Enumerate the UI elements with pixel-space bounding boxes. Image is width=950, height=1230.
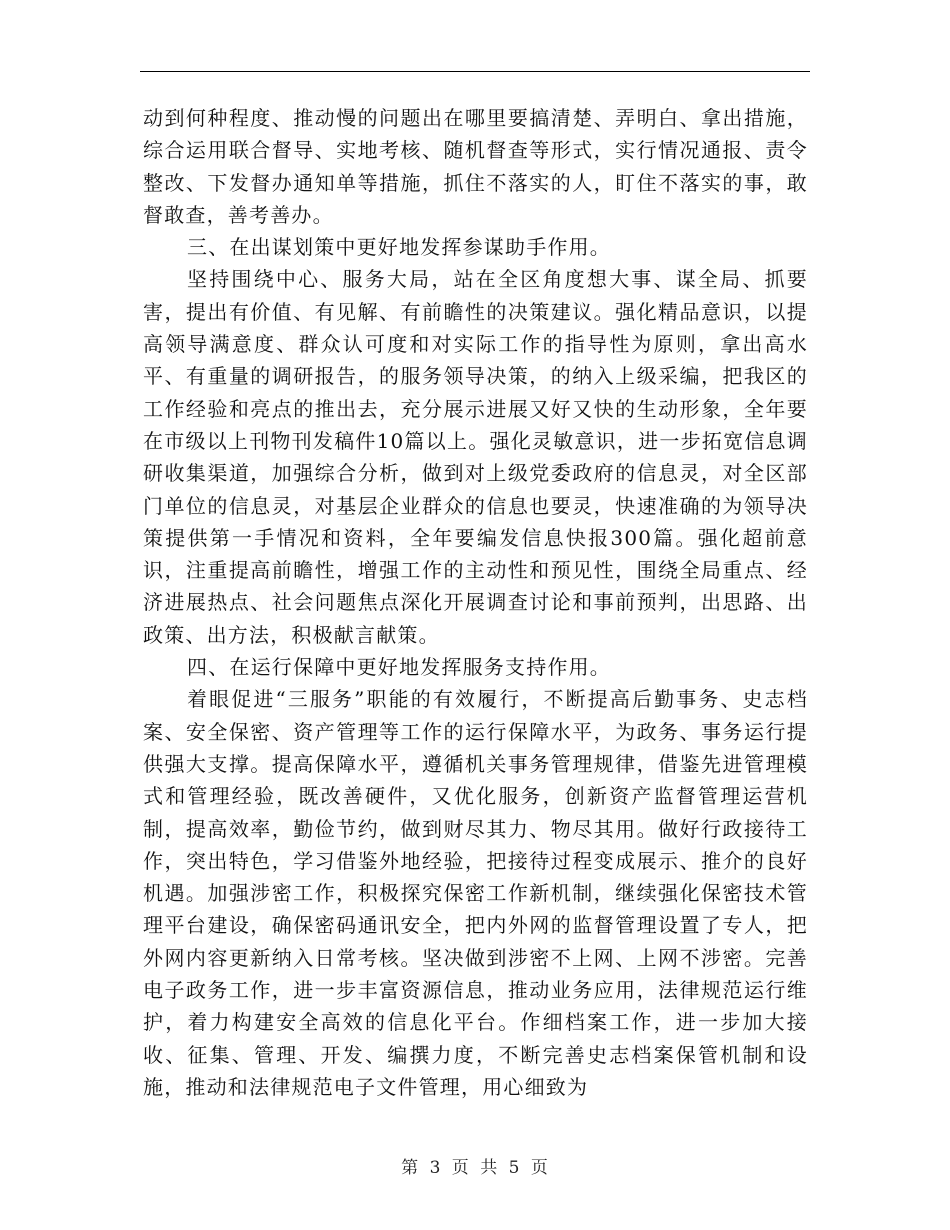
paragraph-section-3: 坚持围绕中心、服务大局，站在全区角度想大事、谋全局、抓要害，提出有价值、有见解、有前瞻性的决策建议。强化精品意识，以提高领导满意度、群众认可度和对实际工作的指导性为原则，拿出高水平、有重量的调研报告，的服务领导决策，的纳入上级采编，把我区的工作经验和亮点的推出去，充分展示进展又好又快的生动形象，全年要在市级以上刊物刊发稿件10篇以上。强化灵敏意识，进一步拓宽信息调研收集渠道，加强综合分析，做到对上级党委政府的信息灵，对全区部门单位的信息灵，对基层企业群众的信息也要灵，快速准确的为领导决策提供第一手情况和资料，全年要编发信息快报300篇。强化超前意识，注重提高前瞻性，增强工作的主动性和预见性，围绕全局重点、经济进展热点、社会问题焦点深化开展调查讨论和事前预判，出思路、出政策、出方法，积极献言献策。 — [143, 267, 808, 647]
section-heading-4: 四、在运行保障中更好地发挥服务支持作用。 — [187, 655, 611, 680]
document-body — [143, 102, 808, 1103]
page-number-footer: 第 3 页 共 5 页 — [401, 1158, 549, 1178]
paragraph-continuation: 动到何种程度、推动慢的问题出在哪里要搞清楚、弄明白、拿出措施，综合运用联合督导、实地考核、随机督查等形式，实行情况通报、责令整改、下发督办通知单等措施，抓住不落实的人，盯住不落实的事，敢督敢查，善考善办。 — [143, 106, 808, 227]
section-heading-3: 三、在出谋划策中更好地发挥参谋助手作用。 — [187, 235, 611, 260]
paragraph-section-4: 着眼促进“三服务”职能的有效履行，不断提高后勤事务、史志档案、安全保密、资产管理等工作的运行保障水平，为政务、事务运行提供强大支撑。提高保障水平，遵循机关事务管理规律，借鉴先进管理模式和管理经验，既改善硬件，又优化服务，创新资产监督管理运营机制，提高效率，勤俭节约，做到财尽其力、物尽其用。做好行政接待工作，突出特色，学习借鉴外地经验，把接待过程变成展示、推介的良好机遇。加强涉密工作，积极探究保密工作新机制，继续强化保密技术管理平台建设，确保密码通讯安全，把内外网的监督管理设置了专人，把外网内容更新纳入日常考核。坚决做到涉密不上网、上网不涉密。完善电子政务工作，进一步丰富资源信息，推动业务应用，法律规范运行维护，着力构建安全高效的信息化平台。作细档案工作，进一步加大接收、征集、管理、开发、编撰力度，不断完善史志档案保管机制和设施，推动和法律规范电子文件管理，用心细致为 — [143, 687, 808, 1099]
header-rule — [140, 71, 810, 72]
